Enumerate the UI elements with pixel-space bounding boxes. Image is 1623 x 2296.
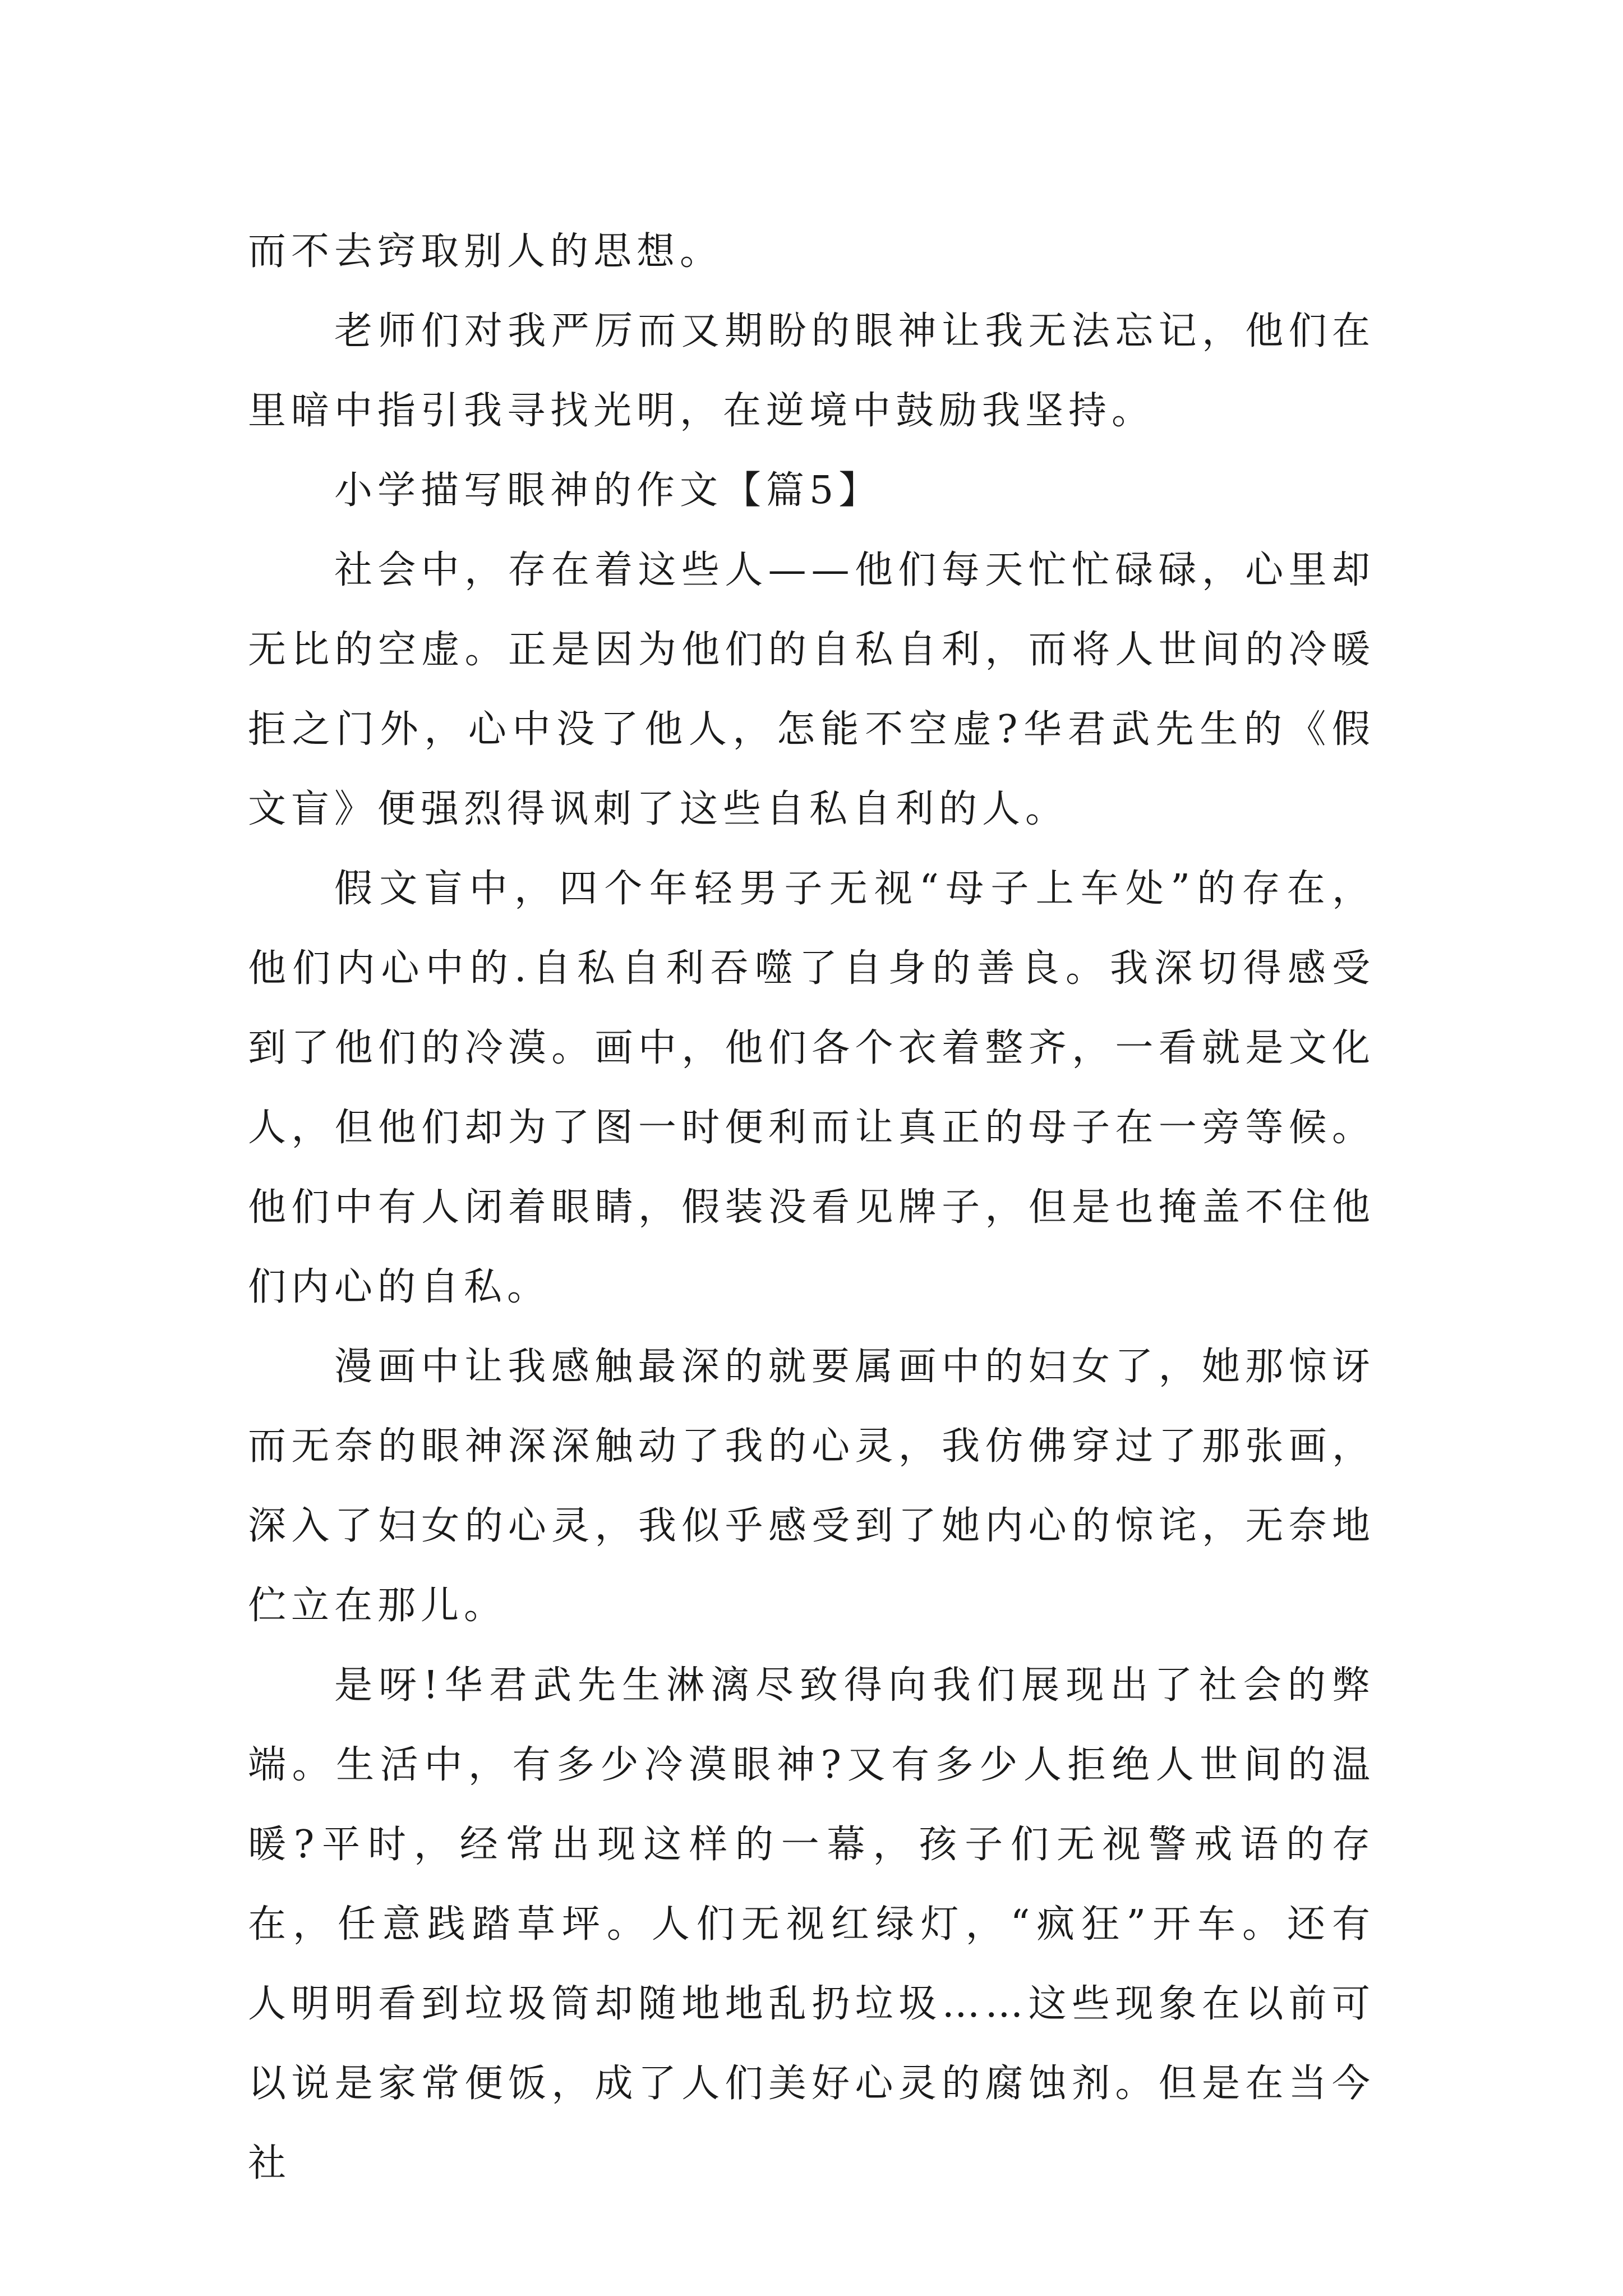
paragraph-woman-gaze: 漫画中让我感触最深的就要属画中的妇女了，她那惊讶而无奈的眼神深深触动了我的心灵，我仿佛穿过了那张画，深入了妇女的心灵，我似乎感受到了她内心的惊诧，无奈地伫立在那儿。 [248,1345,1375,1628]
paragraph-society: 社会中，存在着这些人——他们每天忙忙碌碌，心里却无比的空虚。正是因为他们的自私自利，而将人世间的冷暖拒之门外，心中没了他人，怎能不空虚?华君武先生的《假文盲》便强烈得讽刺了这些自私自利的人。 [248,548,1375,831]
paragraph-continuation: 而不去窍取别人的思想。 [248,229,723,274]
paragraph-social-ills: 是呀!华君武先生淋漓尽致得向我们展现出了社会的弊端。生活中，有多少冷漠眼神?又有多少人拒绝人世间的温暖?平时，经常出现这样的一幕，孩子们无视警戒语的存在，任意践踏草坪。人们无视红绿灯，“疯狂”开车。还有人明明看到垃圾筒却随地地乱扔垃圾……这些现象在以前可以说是家常便饭，成了人们美好心灵的腐蚀剂。但是在当今社 [248,1663,1375,2185]
paragraph-fake-illiterate: 假文盲中，四个年轻男子无视“母子上车处”的存在，他们内心中的.自私自利吞噬了自身的善良。我深切得感受到了他们的冷漠。画中，他们各个衣着整齐，一看就是文化人，但他们却为了图一时便利而让真正的母子在一旁等候。他们中有人闭着眼睛，假装没看见牌子，但是也掩盖不住他们内心的自私。 [248,867,1375,1309]
section-heading: 小学描写眼神的作文【篇5】 [334,468,882,513]
paragraph-teachers-gaze: 老师们对我严厉而又期盼的眼神让我无法忘记，他们在里暗中指引我寻找光明，在逆境中鼓励我坚持。 [248,309,1375,433]
document-body [248,212,1375,2203]
